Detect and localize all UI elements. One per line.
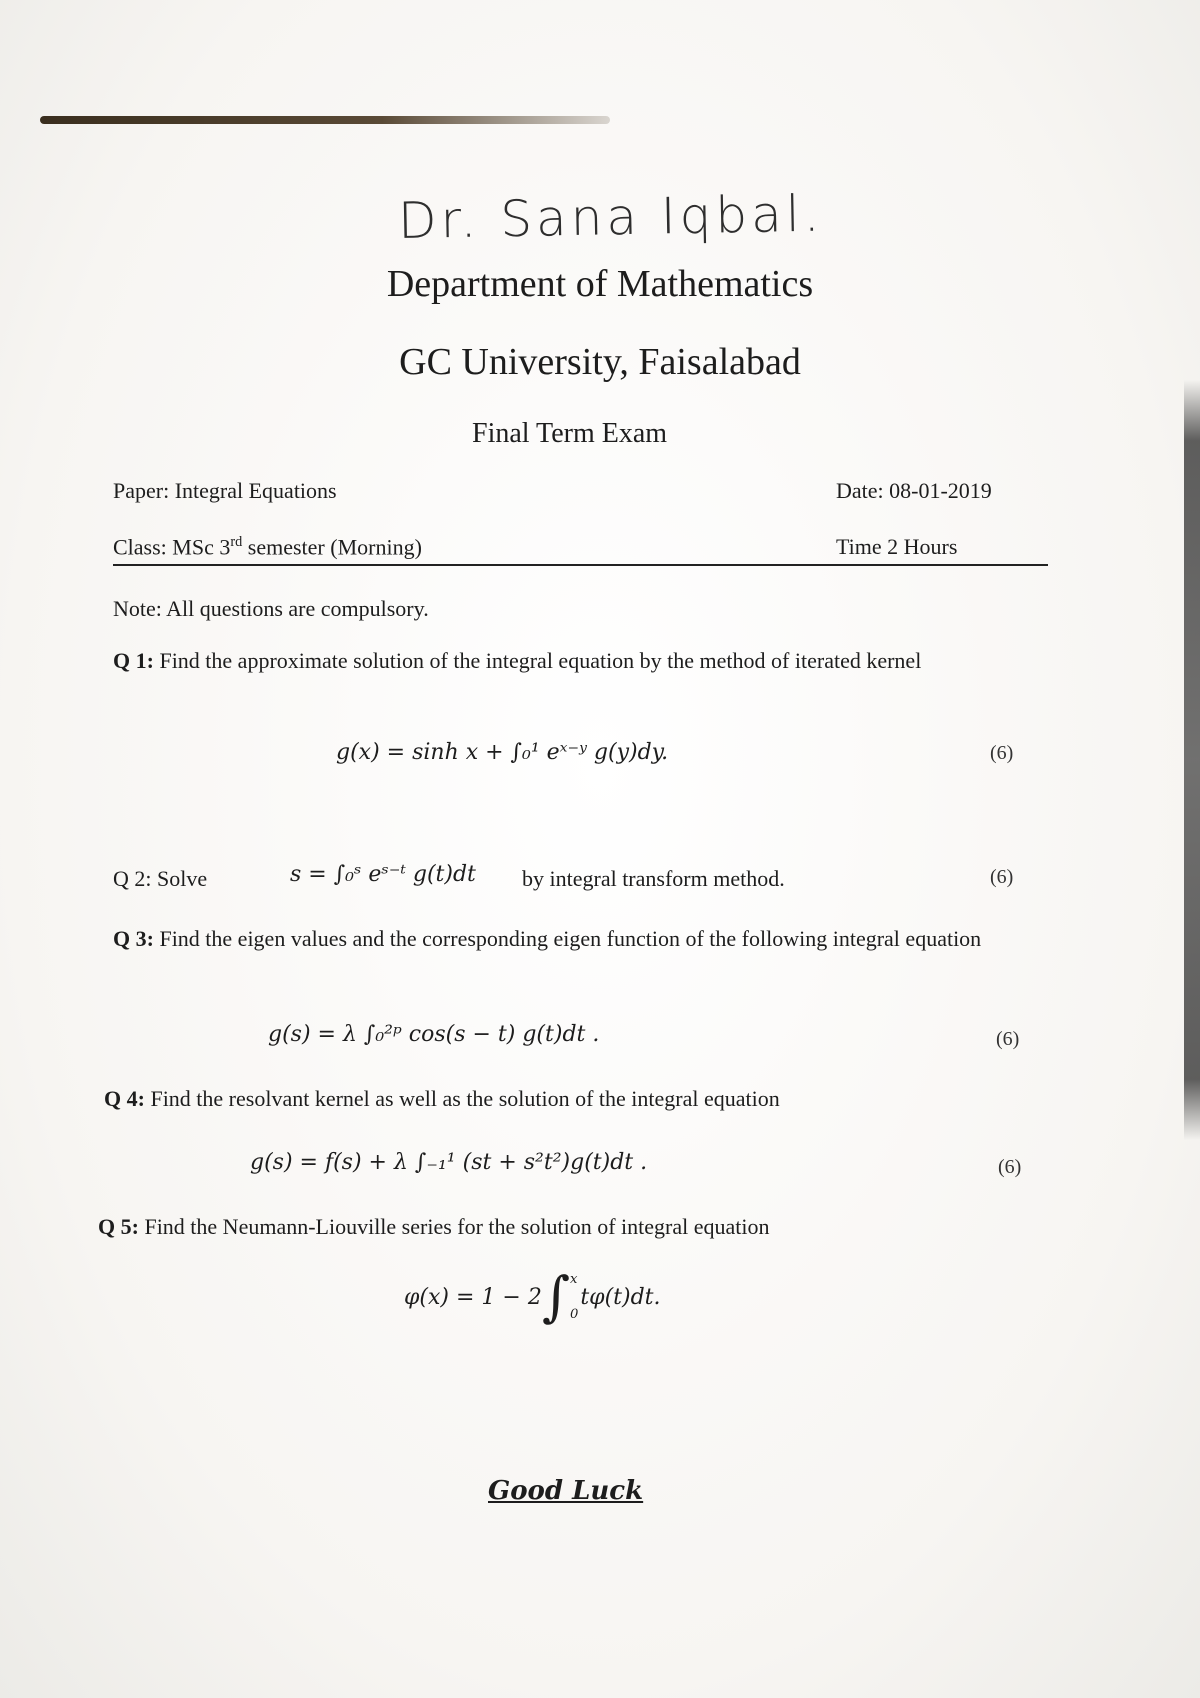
class-info (113, 534, 422, 560)
paper-name: Paper: Integral Equations (113, 478, 337, 503)
integral-limits (570, 1273, 578, 1321)
class-ordinal: rd (230, 534, 243, 550)
question-3-text: Find the eigen values and the corresponding eigen function of the following integral equation (159, 926, 982, 951)
question-5 (98, 1210, 998, 1244)
class-prefix: Class: MSc 3 (113, 534, 231, 560)
question-4-text: Find the resolvant kernel as well as the solution of the integral equation (150, 1086, 780, 1111)
question-1 (113, 644, 993, 678)
exam-title: Final Term Exam (472, 418, 668, 449)
question-5-equation (404, 1265, 661, 1328)
question-4 (104, 1082, 1004, 1116)
question-2-marks: (6) (990, 866, 1014, 888)
question-5-equation-lhs: φ(x) = 1 − 2 (404, 1284, 542, 1310)
class-suffix: semester (Morning) (242, 534, 422, 560)
question-4-label: Q 4: (104, 1086, 145, 1111)
question-5-label: Q 5: (98, 1214, 139, 1239)
paper-edge-shadow (1184, 380, 1200, 1140)
question-3-equation: g(s) = λ ∫₀²ᵖ cos(s − t) g(t)dt . (268, 1022, 600, 1047)
handwritten-signature: Dr. Sana Iqbal. (397, 184, 824, 251)
question-3-marks: (6) (996, 1028, 1020, 1050)
integral-upper-limit: x (569, 1271, 578, 1287)
question-2-text: by integral transform method. (522, 866, 785, 891)
exam-duration: Time 2 Hours (836, 534, 958, 559)
question-5-text: Find the Neumann-Liouville series for the solution of integral equation (144, 1214, 770, 1239)
integral-lower-limit: 0 (569, 1307, 579, 1322)
note-text: Note: All questions are compulsory. (113, 596, 429, 621)
university-title: GC University, Faisalabad (399, 341, 801, 383)
question-1-text: Find the approximate solution of the integral equation by the method of iterated kernel (159, 648, 922, 673)
question-1-label: Q 1: (113, 648, 154, 673)
exam-date: Date: 08-01-2019 (836, 478, 992, 503)
tape-strip (40, 116, 610, 124)
question-1-equation: g(x) = sinh x + ∫₀¹ eˣ⁻ʸ g(y)dy. (336, 740, 669, 765)
closing-note: Good Luck (488, 1476, 644, 1506)
department-title: Department of Mathematics (386, 263, 814, 305)
question-1-marks: (6) (990, 742, 1014, 764)
question-5-equation-rhs: tφ(t)dt. (580, 1284, 661, 1310)
question-3-label: Q 3: (113, 926, 154, 951)
header-divider (113, 564, 1048, 566)
question-3 (113, 922, 1033, 956)
integral-symbol: ∫ (541, 1265, 570, 1328)
question-2-equation: s = ∫₀ˢ eˢ⁻ᵗ g(t)dt (290, 862, 476, 887)
question-4-marks: (6) (998, 1156, 1022, 1178)
question-4-equation: g(s) = f(s) + λ ∫₋₁¹ (st + s²t²)g(t)dt . (250, 1150, 648, 1175)
question-2-label: Q 2: Solve (113, 866, 208, 891)
